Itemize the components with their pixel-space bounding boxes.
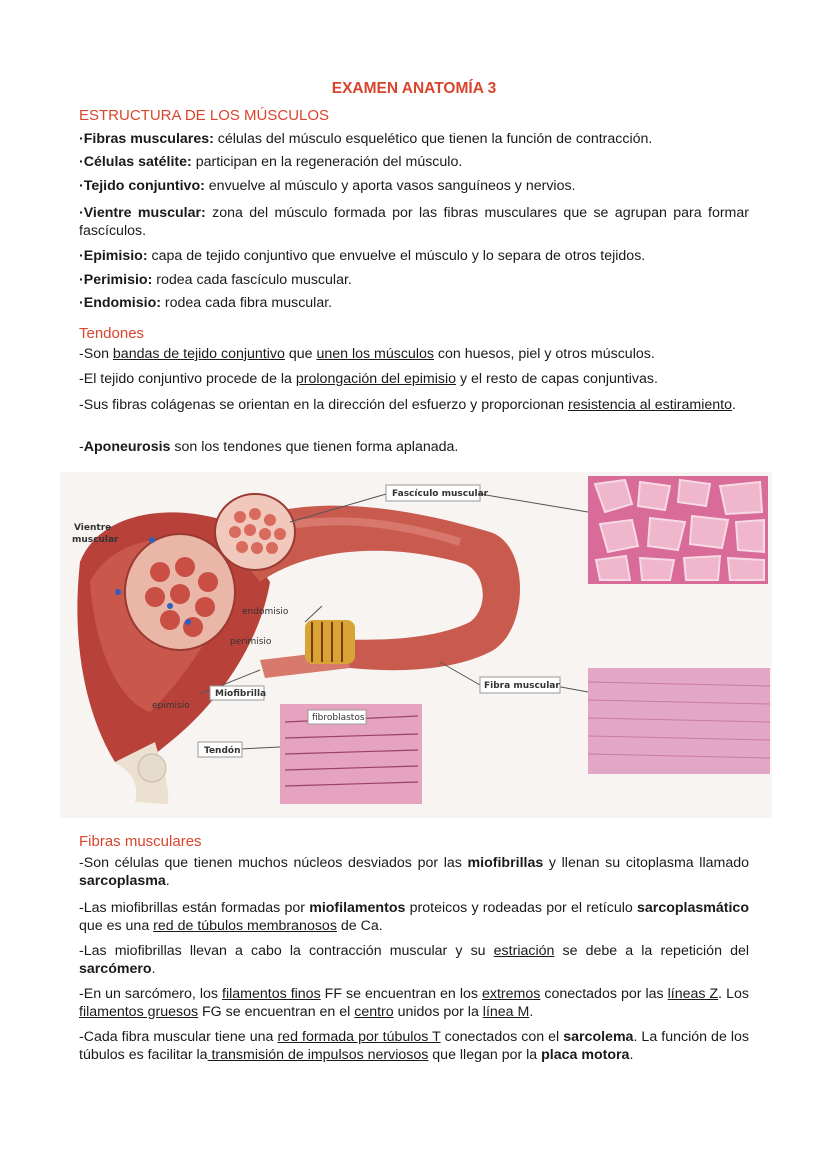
section-heading-estructura: ESTRUCTURA DE LOS MÚSCULOS <box>79 107 330 124</box>
list-item: ·Fibras musculares: células del músculo esquelético que tienen la función de contracción. <box>79 131 653 147</box>
section-heading-tendones: Tendones <box>79 325 145 342</box>
paragraph: -Son células que tienen muchos núcleos desviados por las miofibrillas y llenan su citoplasma llamado sarcoplasma. <box>79 855 749 889</box>
paragraph: -Aponeurosis son los tendones que tienen forma aplanada. <box>79 439 459 455</box>
list-item: ·Epimisio: capa de tejido conjuntivo que envuelve el músculo y lo separa de otros tejidos. <box>79 248 646 264</box>
paragraph: -Son bandas de tejido conjuntivo que unen los músculos con huesos, piel y otros músculos. <box>79 346 655 362</box>
paragraph: -Sus fibras colágenas se orientan en la dirección del esfuerzo y proporcionan resistencia al estiramiento. <box>79 397 736 413</box>
paragraph: -En un sarcómero, los filamentos finos FF se encuentran en los extremos conectados por las líneas Z. Los filamentos gruesos FG se encuentran en el centro unidos por la línea M. <box>79 986 749 1020</box>
list-item: ·Perimisio: rodea cada fascículo muscular. <box>79 272 352 288</box>
label-fibra: Fibra muscular <box>484 681 560 691</box>
list-item: ·Endomisio: rodea cada fibra muscular. <box>79 295 333 311</box>
label-fasciculo: Fascículo muscular <box>392 489 489 499</box>
label-miofibrilla: Miofibrilla <box>215 689 267 699</box>
label-vientre-1: Vientre <box>74 523 112 533</box>
section-heading-fibras: Fibras musculares <box>79 833 202 850</box>
list-item: ·Vientre muscular: zona del músculo formada por las fibras musculares que se agrupan para formar fascículos. <box>79 205 749 239</box>
paragraph: -Las miofibrillas llevan a cabo la contracción muscular y su estriación se debe a la repetición del sarcómero. <box>79 943 749 977</box>
paragraph: -Las miofibrillas están formadas por miofilamentos proteicos y rodeadas por el retículo sarcoplasmático que es una red de túbulos membranosos de Ca. <box>79 900 749 934</box>
label-endomisio: endomisio <box>242 607 289 617</box>
label-perimisio: perimisio <box>230 637 272 647</box>
paragraph: -Cada fibra muscular tiene una red formada por túbulos T conectados con el sarcolema. La función de los túbulos es facilitar la transmisión de impulsos nerviosos que llegan por la placa motora. <box>79 1029 750 1063</box>
list-item: ·Células satélite: participan en la regeneración del músculo. <box>79 154 463 170</box>
muscle-structure-illustration <box>60 472 772 818</box>
label-fibroblastos: fibroblastos <box>312 713 365 723</box>
label-vientre-2: muscular <box>72 535 119 545</box>
label-epimisio: epimisio <box>152 701 190 711</box>
paragraph: -El tejido conjuntivo procede de la prolongación del epimisio y el resto de capas conjuntivas. <box>79 371 658 387</box>
label-tendon: Tendón <box>204 746 241 756</box>
list-item: ·Tejido conjuntivo: envuelve al músculo y aporta vasos sanguíneos y nervios. <box>79 178 576 194</box>
page-title: EXAMEN ANATOMÍA 3 <box>331 80 497 97</box>
